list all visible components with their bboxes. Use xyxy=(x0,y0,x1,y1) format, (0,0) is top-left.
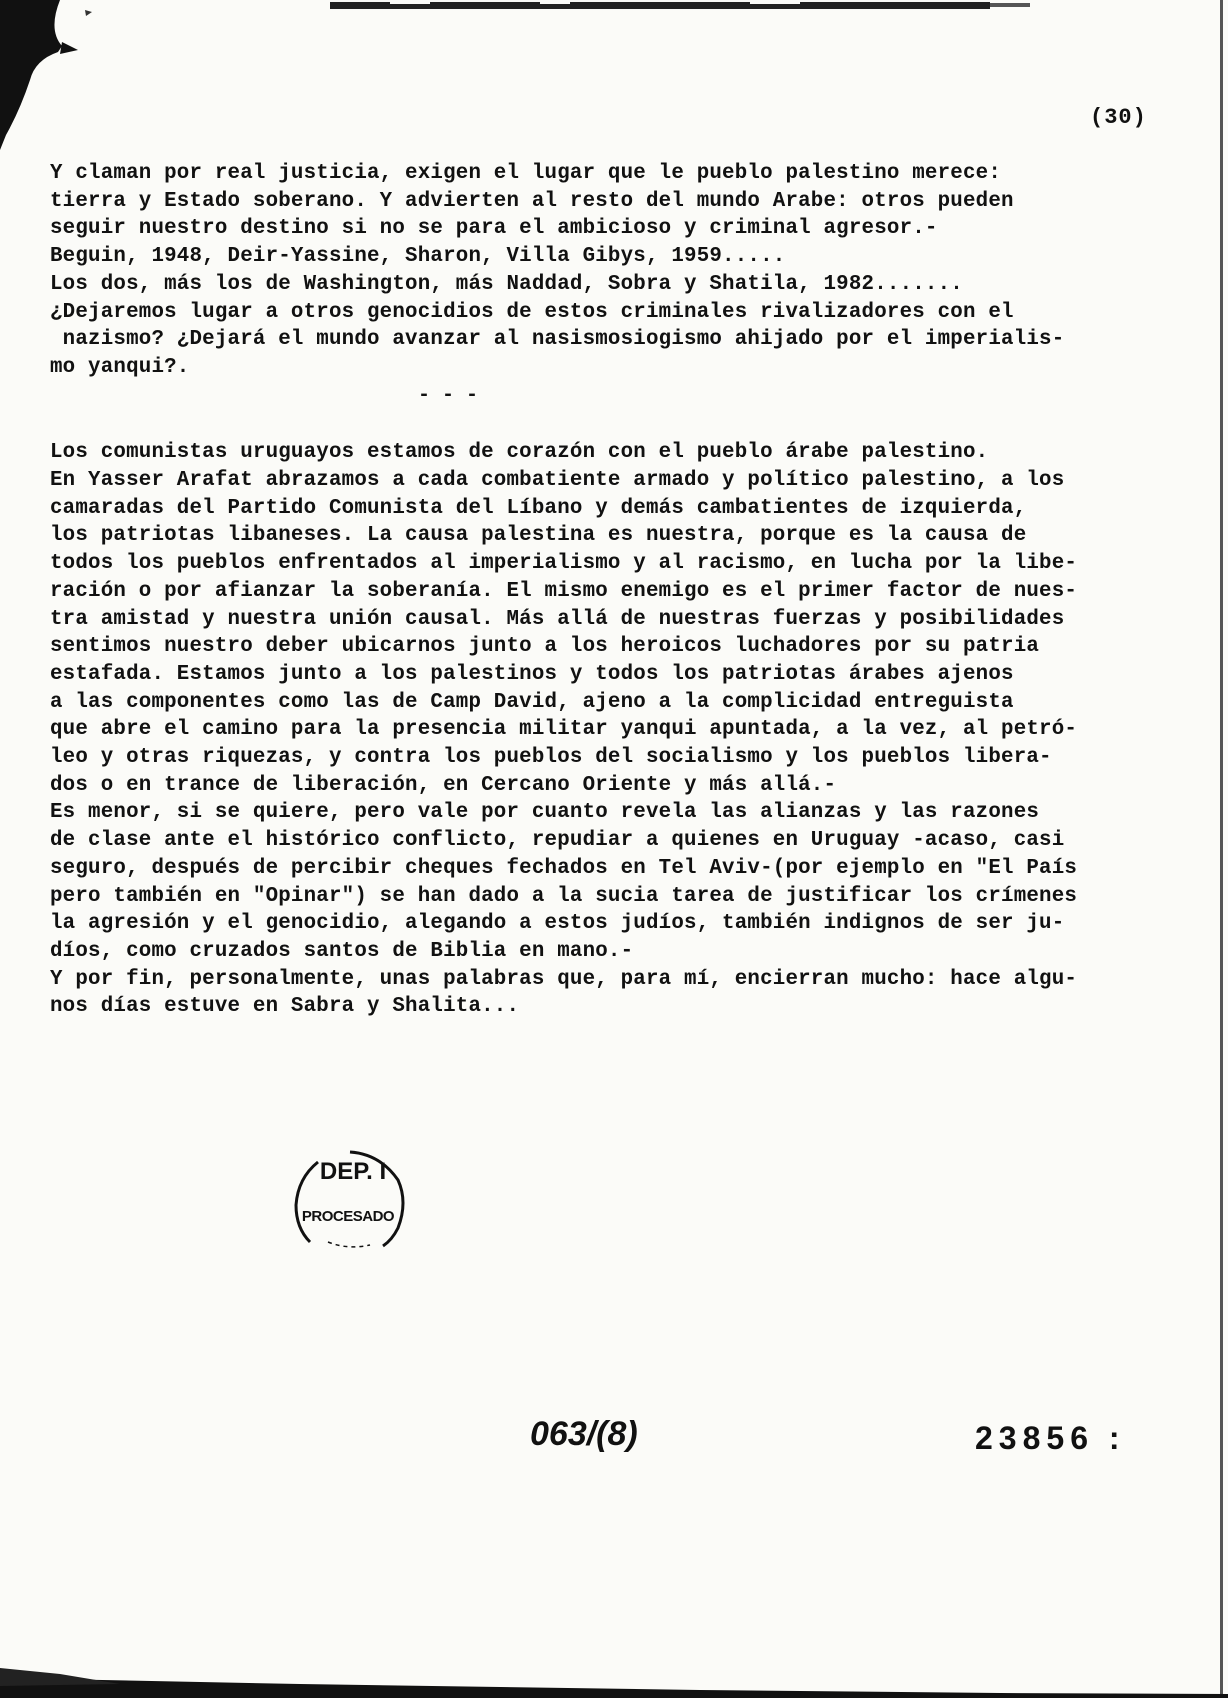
text-line: Y por fin, personalmente, unas palabras que, para mí, encierran mucho: hace algu- xyxy=(50,967,1078,991)
text-line: Beguin, 1948, Deir-Yassine, Sharon, Villa Gibys, 1959..... xyxy=(50,245,786,269)
stamp-status: PROCESADO xyxy=(301,1208,395,1225)
text-line: Los comunistas uruguayos estamos de corazón con el pueblo árabe palestino. xyxy=(50,441,989,465)
text-line: mo yanqui?. xyxy=(50,355,190,379)
spacer xyxy=(50,409,1200,439)
section-separator: - - - xyxy=(418,383,479,407)
text-line: ¿Dejaremos lugar a otros genocidios de estos criminales rivalizadores con el xyxy=(50,300,1014,324)
text-line: estafada. Estamos junto a los palestinos y todos los patriotas árabes ajenos xyxy=(50,662,1014,686)
text-line: camaradas del Partido Comunista del Líbano y demás cambatientes de izquierda, xyxy=(50,496,1027,520)
page-number: (30) xyxy=(1090,105,1147,130)
body-text xyxy=(50,160,1200,1021)
processed-stamp xyxy=(288,1150,408,1250)
document-number: 23856 : xyxy=(975,1420,1126,1456)
text-line: la agresión y el genocidio, alegando a estos judíos, también indignos de ser ju- xyxy=(50,912,1065,936)
text-line: dos o en trance de liberación, en Cercano Oriente y más allá.- xyxy=(50,773,837,797)
text-line: a las componentes como las de Camp David, ajeno a la complicidad entreguista xyxy=(50,690,1014,714)
text-line: díos, como cruzados santos de Biblia en mano.- xyxy=(50,939,634,963)
text-line: Es menor, si se quiere, pero vale por cuanto revela las alianzas y las razones xyxy=(50,801,1040,825)
text-line: En Yasser Arafat abrazamos a cada combatiente armado y político palestino, a los xyxy=(50,469,1065,493)
text-line: pero también en "Opinar") se han dado a la sucia tarea de justificar los crímenes xyxy=(50,884,1078,908)
text-line: nazismo? ¿Dejará el mundo avanzar al nasismosiogismo ahijado por el imperialis- xyxy=(50,328,1065,352)
paragraph-2 xyxy=(50,439,1200,1021)
text-line: de clase ante el histórico conflicto, repudiar a quienes en Uruguay -acaso, casi xyxy=(50,829,1065,853)
text-line: tra amistad y nuestra unión causal. Más allá de nuestras fuerzas y posibilidades xyxy=(50,607,1065,631)
text-line: seguir nuestro destino si no se para el ambicioso y criminal agresor.- xyxy=(50,217,938,241)
text-line: ración o por afianzar la soberanía. El mismo enemigo es el primer factor de nues- xyxy=(50,579,1078,603)
text-line: nos días estuve en Sabra y Shalita... xyxy=(50,995,520,1019)
text-line: todos los pueblos enfrentados al imperialismo y al racismo, en lucha por la libe- xyxy=(50,552,1078,576)
stamp-department: DEP. I xyxy=(319,1158,387,1185)
scan-right-edge xyxy=(1200,0,1228,1698)
scan-bottom-edge xyxy=(0,1638,1228,1698)
text-line: leo y otras riquezas, y contra los pueblos del socialismo y los pueblos libera- xyxy=(50,746,1052,770)
text-line: Y claman por real justicia, exigen el lugar que le pueblo palestino merece: xyxy=(50,162,1002,185)
scan-top-edge xyxy=(330,0,1030,12)
paragraph-1 xyxy=(50,160,1200,382)
text-line: sentimos nuestro deber ubicarnos junto a los heroicos luchadores por su patria xyxy=(50,635,1040,659)
scan-corner-mark xyxy=(0,0,95,150)
text-line: Los dos, más los de Washington, más Naddad, Sobra y Shatila, 1982....... xyxy=(50,272,963,296)
text-line: los patriotas libaneses. La causa palestina es nuestra, porque es la causa de xyxy=(50,524,1027,548)
text-line: que abre el camino para la presencia militar yanqui apuntada, a la vez, al petró- xyxy=(50,718,1078,742)
text-line: seguro, después de percibir cheques fechados en Tel Aviv-(por ejemplo en "El País xyxy=(50,856,1078,880)
text-line: tierra y Estado soberano. Y advierten al resto del mundo Arabe: otros pueden xyxy=(50,189,1014,213)
file-reference: 063/(8) xyxy=(530,1415,638,1453)
